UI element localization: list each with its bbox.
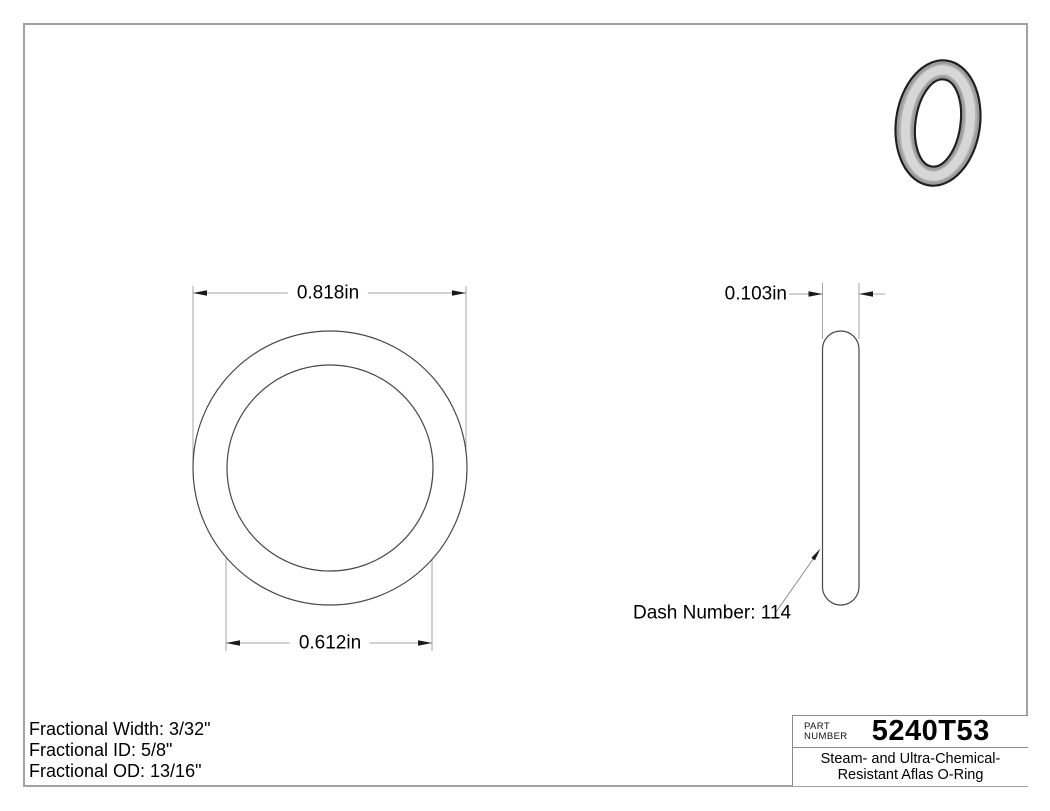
arrowhead-id-left: [226, 640, 240, 645]
part-number-caption: [804, 722, 848, 742]
part-number-value: 5240T53: [871, 715, 990, 747]
description-line1: Steam- and Ultra-Chemical-: [820, 751, 1001, 767]
fractional-notes: [29, 719, 210, 781]
oring-3d-image: [888, 55, 989, 191]
dimension-label-outer-diameter: 0.818in: [288, 284, 368, 303]
cross-section-profile: [823, 331, 860, 605]
dimension-label-cross-section-width: 0.103in: [724, 283, 787, 305]
oring-inner-circle: [227, 365, 433, 571]
note-fractional-od: Fractional OD: 13/16": [29, 760, 202, 781]
dimension-label-inner-diameter: 0.612in: [290, 634, 370, 653]
title-block-description: [793, 747, 1028, 783]
side-view: [776, 283, 885, 612]
part-caption-line2: NUMBER: [804, 730, 848, 742]
title-block-part-row: [793, 716, 1028, 747]
part-caption-line1: PART: [804, 720, 831, 732]
arrowhead-od-left: [193, 290, 207, 295]
title-block: [792, 715, 1028, 786]
arrowhead-od-right: [452, 290, 466, 295]
arrowhead-cs-left: [809, 291, 823, 296]
note-fractional-width: Fractional Width: 3/32": [29, 719, 211, 739]
note-fractional-id: Fractional ID: 5/8": [29, 739, 173, 760]
front-view: [193, 286, 467, 651]
dash-number-leader-arrowhead: [811, 549, 820, 561]
arrowhead-id-right: [418, 640, 432, 645]
arrowhead-cs-right: [859, 291, 873, 296]
dash-number-label: Dash Number: 114: [633, 602, 792, 624]
description-line2: Resistant Aflas O-Ring: [837, 766, 984, 783]
